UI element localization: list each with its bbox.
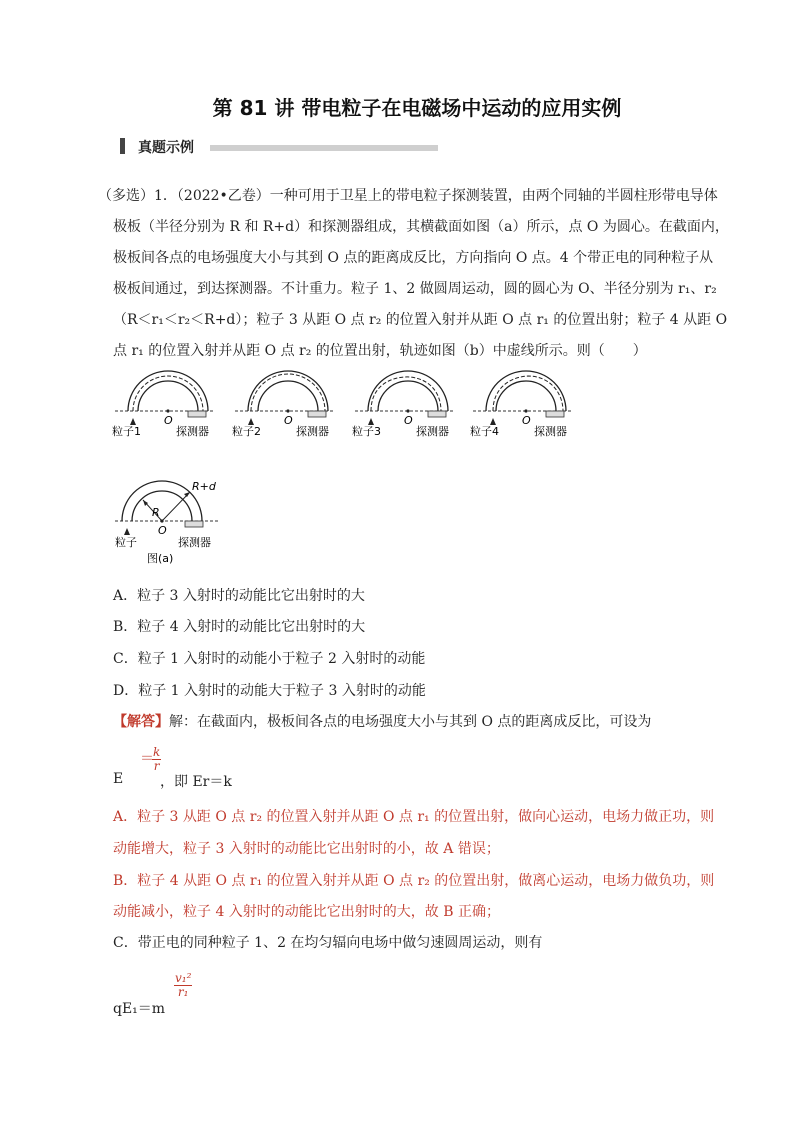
figure-caption: 图(a)	[147, 552, 174, 565]
answer-b-line-2: 动能减小，粒子 4 入射时的动能比它出射时的大，故 B 正确；	[113, 904, 500, 920]
panel-1-particle-label: 粒子1	[112, 425, 141, 438]
answer-intro: 解：在截面内，极板间各点的电场强度大小与其到 O 点的距离成反比，可设为	[169, 714, 652, 730]
question-line-6: 点 r₁ 的位置入射并从距 O 点 r₂ 的位置出射，轨迹如图（b）中虚线所示。则（ ）	[113, 343, 647, 359]
panel-2-center-label: O	[284, 414, 293, 427]
question-line-3: 极板间各点的电场强度大小与其到 O 点的距离成反比，方向指向 O 点。4 个带正电的同种粒子从	[113, 250, 714, 266]
question-line-2: 极板（半径分别为 R 和 R+d）和探测器组成，其横截面如图（a）所示，点 O 为圆心。在截面内，	[113, 219, 729, 235]
question-line-5: （R＜r₁＜r₂＜R+d）；粒子 3 从距 O 点 r₂ 的位置入射并从距 O 点 r₁ 的位置出射；粒子 4 从距 O	[113, 312, 728, 328]
answer-b-line-1: B．粒子 4 从距 O 点 r₁ 的位置入射并从距 O 点 r₂ 的位置出射，做离心运动，电场力做负功，则	[113, 873, 715, 889]
option-b: B．粒子 4 入射时的动能比它出射时的大	[113, 619, 366, 635]
option-a: A．粒子 3 入射时的动能比它出射时的大	[113, 588, 365, 604]
center-label: O	[158, 524, 167, 537]
answer-a-line-1: A．粒子 3 从距 O 点 r₂ 的位置入射并从距 O 点 r₁ 的位置出射，做向心运动，电场力做正功，则	[113, 809, 715, 825]
panel-3-center-label: O	[404, 414, 413, 427]
figure-b-panel-1	[112, 371, 215, 438]
section-heading: 真题示例	[138, 140, 194, 156]
answer-a-line-2: 动能增大，粒子 3 入射时的动能比它出射时的小，故 A 错误；	[113, 841, 500, 857]
panel-4-center-label: O	[522, 414, 531, 427]
formula-2-fraction	[174, 972, 192, 999]
inner-radius-label: R	[152, 506, 160, 519]
detector-label: 探测器	[178, 536, 211, 549]
outer-radius-label: R+d	[192, 480, 216, 493]
figure-b-panel-2	[232, 371, 335, 438]
option-c: C．粒子 1 入射时的动能小于粒子 2 入射时的动能	[113, 651, 426, 667]
answer-tag: 【解答】	[113, 714, 169, 730]
figure-b-panel-4	[470, 371, 573, 438]
section-marker	[120, 138, 125, 154]
formula-1-fraction	[152, 746, 161, 773]
formula-1-lhs: E	[113, 771, 124, 787]
formula-1-rhs: ，即 Er＝k	[160, 774, 232, 790]
answer-intro-line	[113, 711, 651, 731]
section-rule	[210, 145, 438, 151]
question-line-4: 极板间通过，到达探测器。不计重力。粒子 1、2 做圆周运动，圆的圆心为 O、半径分别为 r₁、r₂	[113, 281, 717, 297]
figure-b	[110, 368, 580, 443]
formula-1-eq: ＝	[140, 751, 154, 767]
panel-1-detector-label: 探测器	[176, 425, 209, 438]
panel-4-detector-label: 探测器	[534, 425, 567, 438]
panel-3-particle-label: 粒子3	[352, 425, 381, 438]
formula-1-denominator: r	[153, 759, 160, 773]
panel-2-detector-label: 探测器	[296, 425, 329, 438]
formula-2-numerator: v₁²	[175, 971, 192, 985]
answer-c-line: C．带正电的同种粒子 1、2 在均匀辐向电场中做匀速圆周运动，则有	[113, 935, 543, 951]
formula-2-denominator: r₁	[177, 985, 189, 999]
formula-2-lhs: qE₁＝m	[113, 1001, 166, 1017]
figure-b-panel-3	[352, 371, 455, 438]
formula-1-numerator: k	[153, 745, 161, 759]
panel-1-center-label: O	[164, 414, 173, 427]
figure-a	[112, 476, 232, 568]
particle-label: 粒子	[115, 536, 137, 549]
panel-3-detector-label: 探测器	[416, 425, 449, 438]
page-title: 第 81 讲 带电粒子在电磁场中运动的应用实例	[212, 96, 622, 120]
question-line-1: （多选）1．（2022•乙卷）一种可用于卫星上的带电粒子探测装置，由两个同轴的半圆柱形带电导体	[98, 188, 718, 204]
option-d: D．粒子 1 入射时的动能大于粒子 3 入射时的动能	[113, 683, 426, 699]
panel-4-particle-label: 粒子4	[470, 425, 499, 438]
panel-2-particle-label: 粒子2	[232, 425, 261, 438]
